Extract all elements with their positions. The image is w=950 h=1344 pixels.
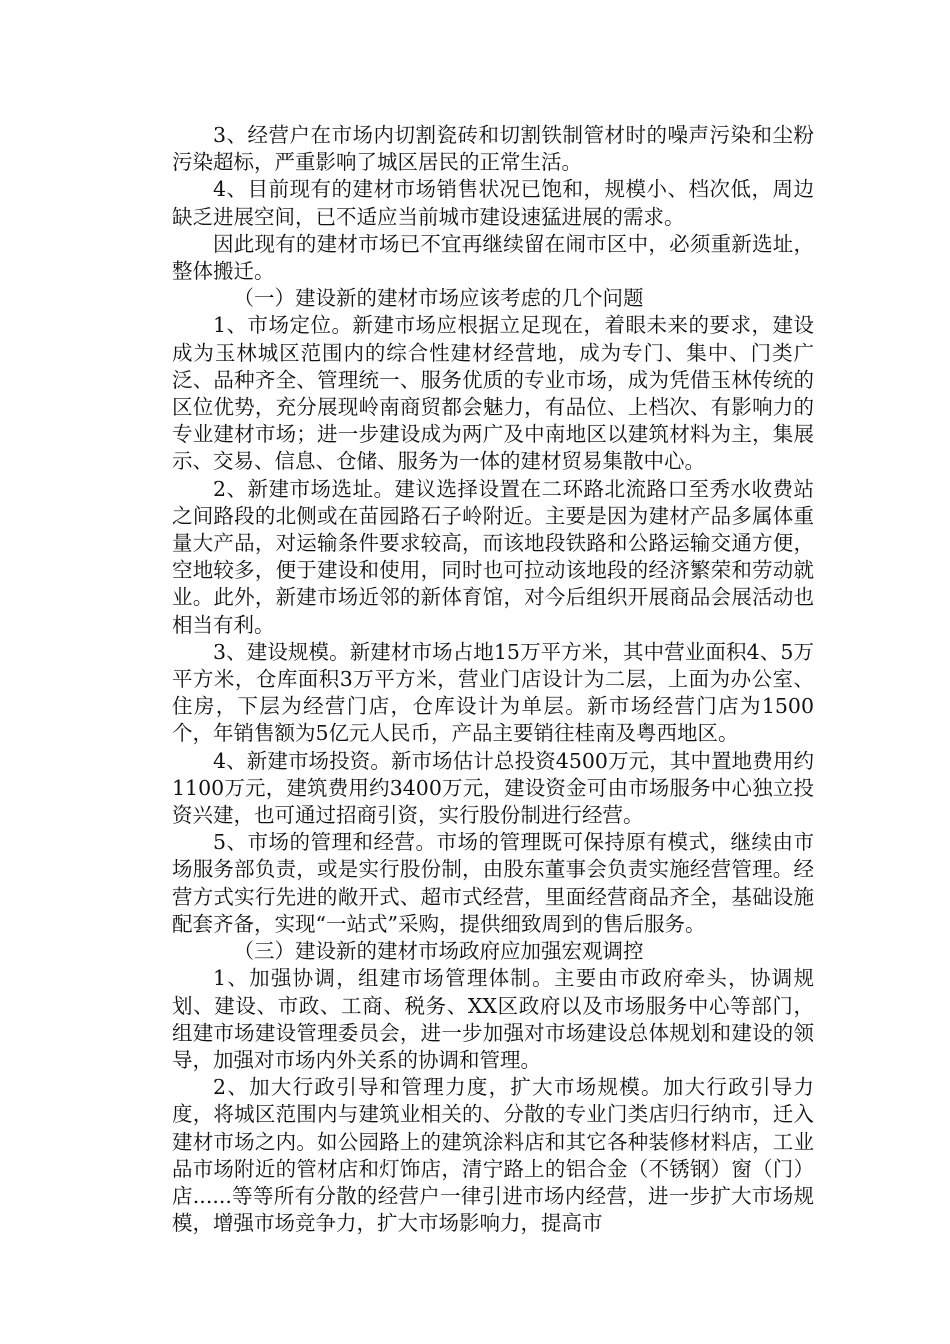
paragraph-relocation-conclusion: 因此现有的建材市场已不宜再继续留在闹市区中，必须重新选址，整体搬迁。 [172, 231, 814, 284]
paragraph-investment: 4、新建市场投资。新市场估计总投资4500万元，其中置地费用约1100万元，建筑费用约3400万元，建设资金可由市场服务中心独立投资兴建，也可通过招商引资，实行股份制进行经营。 [172, 748, 814, 828]
paragraph-noise-pollution: 3、经营户在市场内切割瓷砖和切割铁制管材时的噪声污染和尘粉污染超标，严重影响了城区居民的正常生活。 [172, 123, 814, 175]
paragraph-market-positioning: 1、市场定位。新建市场应根据立足现在，着眼未来的要求，建设成为玉林城区范围内的综合性建材经营地，成为专门、集中、门类广泛、品种齐全、管理统一、服务优质的专业市场，成为凭借玉林传统的区位优势，充分展现岭南商贸都会魅力，有品位、上档次、有影响力的专业建材市场；进一步建设成为两广及中南地区以建筑材料为主，集展示、交易、信息、仓储、服务为一体的建材贸易集散中心。 [172, 313, 814, 474]
paragraph-coordination: 1、加强协调，组建市场管理体制。主要由市政府牵头，协调规划、建设、市政、工商、税务、XX区政府以及市场服务中心等部门，组建市场建设管理委员会，进一步加强对市场建设总体规划和建设的领导，加强对市场内外关系的协调和管理。 [172, 966, 814, 1072]
paragraph-management-operation: 5、市场的管理和经营。市场的管理既可保持原有模式，继续由市场服务部负责，或是实行股份制，由股东董事会负责实施经营管理。经营方式实行先进的敞开式、超市式经营，里面经营商品齐全，基础设施配套齐备，实现“一站式”采购，提供细致周到的售后服务。 [172, 830, 814, 936]
paragraph-construction-scale: 3、建设规模。新建材市场占地15万平方米，其中营业面积4、5万平方米，仓库面积3万平方米，营业门店设计为二层，上面为办公室、住房，下层为经营门店，仓库设计为单层。新市场经营门店为1500个，年销售额为5亿元人民币，产品主要销往桂南及粤西地区。 [172, 639, 814, 746]
section-heading-new-market-issues: （一）建设新的建材市场应该考虑的几个问题 [233, 286, 644, 311]
paragraph-administrative-guidance: 2、加大行政引导和管理力度，扩大市场规模。加大行政引导力度，将城区范围内与建筑业相关的、分散的专业门类店归行纳市，迁入建材市场之内。如公园路上的建筑涂料店和其它各种装修材料店，工业品市场附近的管材店和灯饰店，清宁路上的铝合金（不锈钢）窗（门）店......等等所有分散的经营户一律引进市场内经营，进一步扩大市场规模，增强市场竞争力，扩大市场影响力，提高市 [172, 1075, 814, 1236]
document-page [172, 122, 814, 1237]
paragraph-market-saturation: 4、目前现有的建材市场销售状况已饱和，规模小、档次低，周边缺乏进展空间，已不适应当前城市建设速猛进展的需求。 [172, 177, 814, 229]
section-heading-government-control: （三）建设新的建材市场政府应加强宏观调控 [233, 939, 644, 964]
paragraph-site-selection: 2、新建市场选址。建议选择设置在二环路北流路口至秀水收费站之间路段的北侧或在苗园路石子岭附近。主要是因为建材产品多属体重量大产品，对运输条件要求较高，而该地段铁路和公路运输交通方便，空地较多，便于建设和使用，同时也可拉动该地段的经济繁荣和劳动就业。此外，新建市场近邻的新体育馆，对今后组织开展商品会展活动也相当有利。 [172, 476, 814, 637]
